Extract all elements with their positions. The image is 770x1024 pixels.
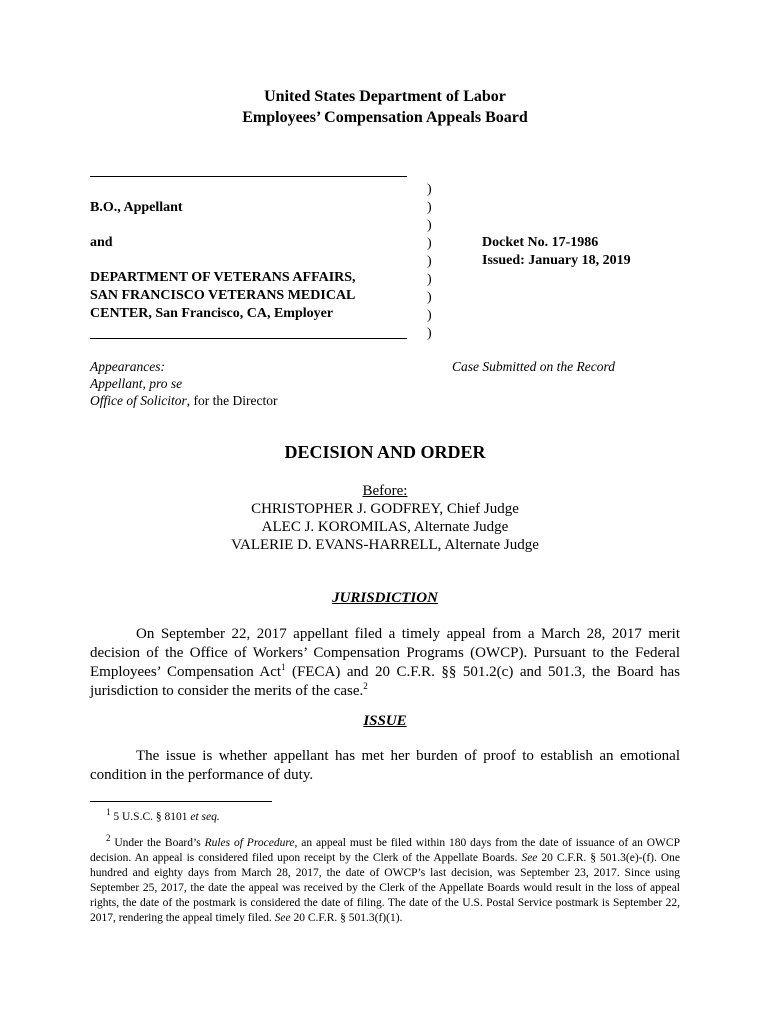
- caption-and: and: [90, 235, 113, 250]
- paren: ): [427, 272, 432, 287]
- judge-3: VALERIE D. EVANS-HARRELL, Alternate Judge: [231, 537, 539, 553]
- caption-paren-column: [427, 181, 447, 343]
- appellant-name: B.O., Appellant: [90, 200, 183, 215]
- paren: ): [427, 326, 432, 341]
- agency-title: United States Department of Labor: [264, 88, 506, 105]
- paren: ): [427, 182, 432, 197]
- footnote-1: $^1$ 5 U.S.C. § 8101 et seq.: [106, 807, 220, 823]
- solicitor-appearance: Office of Solicitor, for the Director: [90, 393, 278, 408]
- docket-number: Docket No. 17-1986: [482, 235, 599, 250]
- appellant-appearance: Appellant, pro se: [90, 376, 183, 391]
- paren: ): [427, 218, 432, 233]
- footnote-ref-2: 2: [363, 681, 368, 691]
- issued-date: Issued: January 18, 2019: [482, 253, 631, 268]
- paren: ): [427, 236, 432, 251]
- judge-2: ALEC J. KOROMILAS, Alternate Judge: [261, 519, 509, 535]
- jurisdiction-paragraph: On September 22, 2017 appellant filed a timely appeal from a March 28, 2017 merit decision of the Office of Workers’ Compensation Programs (OWCP). Pursuant to the Federal Employees’ Compensation Act$^1$ (FECA) and 20 C.F.R. §§ 501.2(c) and 501.3, the Board has jurisdiction to consider the merits of the case.$^2$: [90, 626, 680, 699]
- paren: ): [427, 200, 432, 215]
- footnote-separator: [90, 801, 272, 802]
- paren: ): [427, 308, 432, 323]
- issue-paragraph: The issue is whether appellant has met her burden of proof to establish an emotional condition in the performance of duty.: [90, 748, 680, 783]
- employer-line-2: SAN FRANCISCO VETERANS MEDICAL: [90, 288, 356, 303]
- judge-1: CHRISTOPHER J. GODFREY, Chief Judge: [251, 501, 519, 517]
- decision-title: DECISION AND ORDER: [284, 442, 486, 462]
- employer-line-3: CENTER, San Francisco, CA, Employer: [90, 306, 334, 321]
- issue-heading: ISSUE: [363, 713, 407, 729]
- appearances-label: Appearances:: [90, 359, 165, 374]
- paren: ): [427, 290, 432, 305]
- caption-top-rule: [90, 176, 407, 177]
- caption-bottom-rule: [90, 338, 407, 339]
- jurisdiction-heading: JURISDICTION: [332, 590, 438, 606]
- before-label: Before:: [362, 483, 408, 499]
- footnote-ref-1: 1: [281, 662, 286, 672]
- paren: ): [427, 254, 432, 269]
- board-title: Employees’ Compensation Appeals Board: [242, 109, 528, 126]
- footnote-2: $^2$ Under the Board’s Rules of Procedure, an appeal must be filed within 180 days from the date of issuance of an OWCP decision. An appeal is considered filed upon receipt by the Clerk of the Appellate Boards. See 20 C.F.R. § 501.3(e)-(f). One hundred and eighty days from March 28, 2017, the date of OWCP’s last decision, was September 23, 2017. Since using September 25, 2017, the date the appeal was received by the Clerk of the Appellate Boards would result in the loss of appeal rights, the date of the postmark is considered the date of filing. The date of the U.S. Postal Service postmark is September 22, 2017, rendering the appeal timely filed. See 20 C.F.R. § 501.3(f)(1).: [90, 833, 680, 924]
- case-submitted: Case Submitted on the Record: [452, 359, 615, 374]
- employer-line-1: DEPARTMENT OF VETERANS AFFAIRS,: [90, 270, 356, 285]
